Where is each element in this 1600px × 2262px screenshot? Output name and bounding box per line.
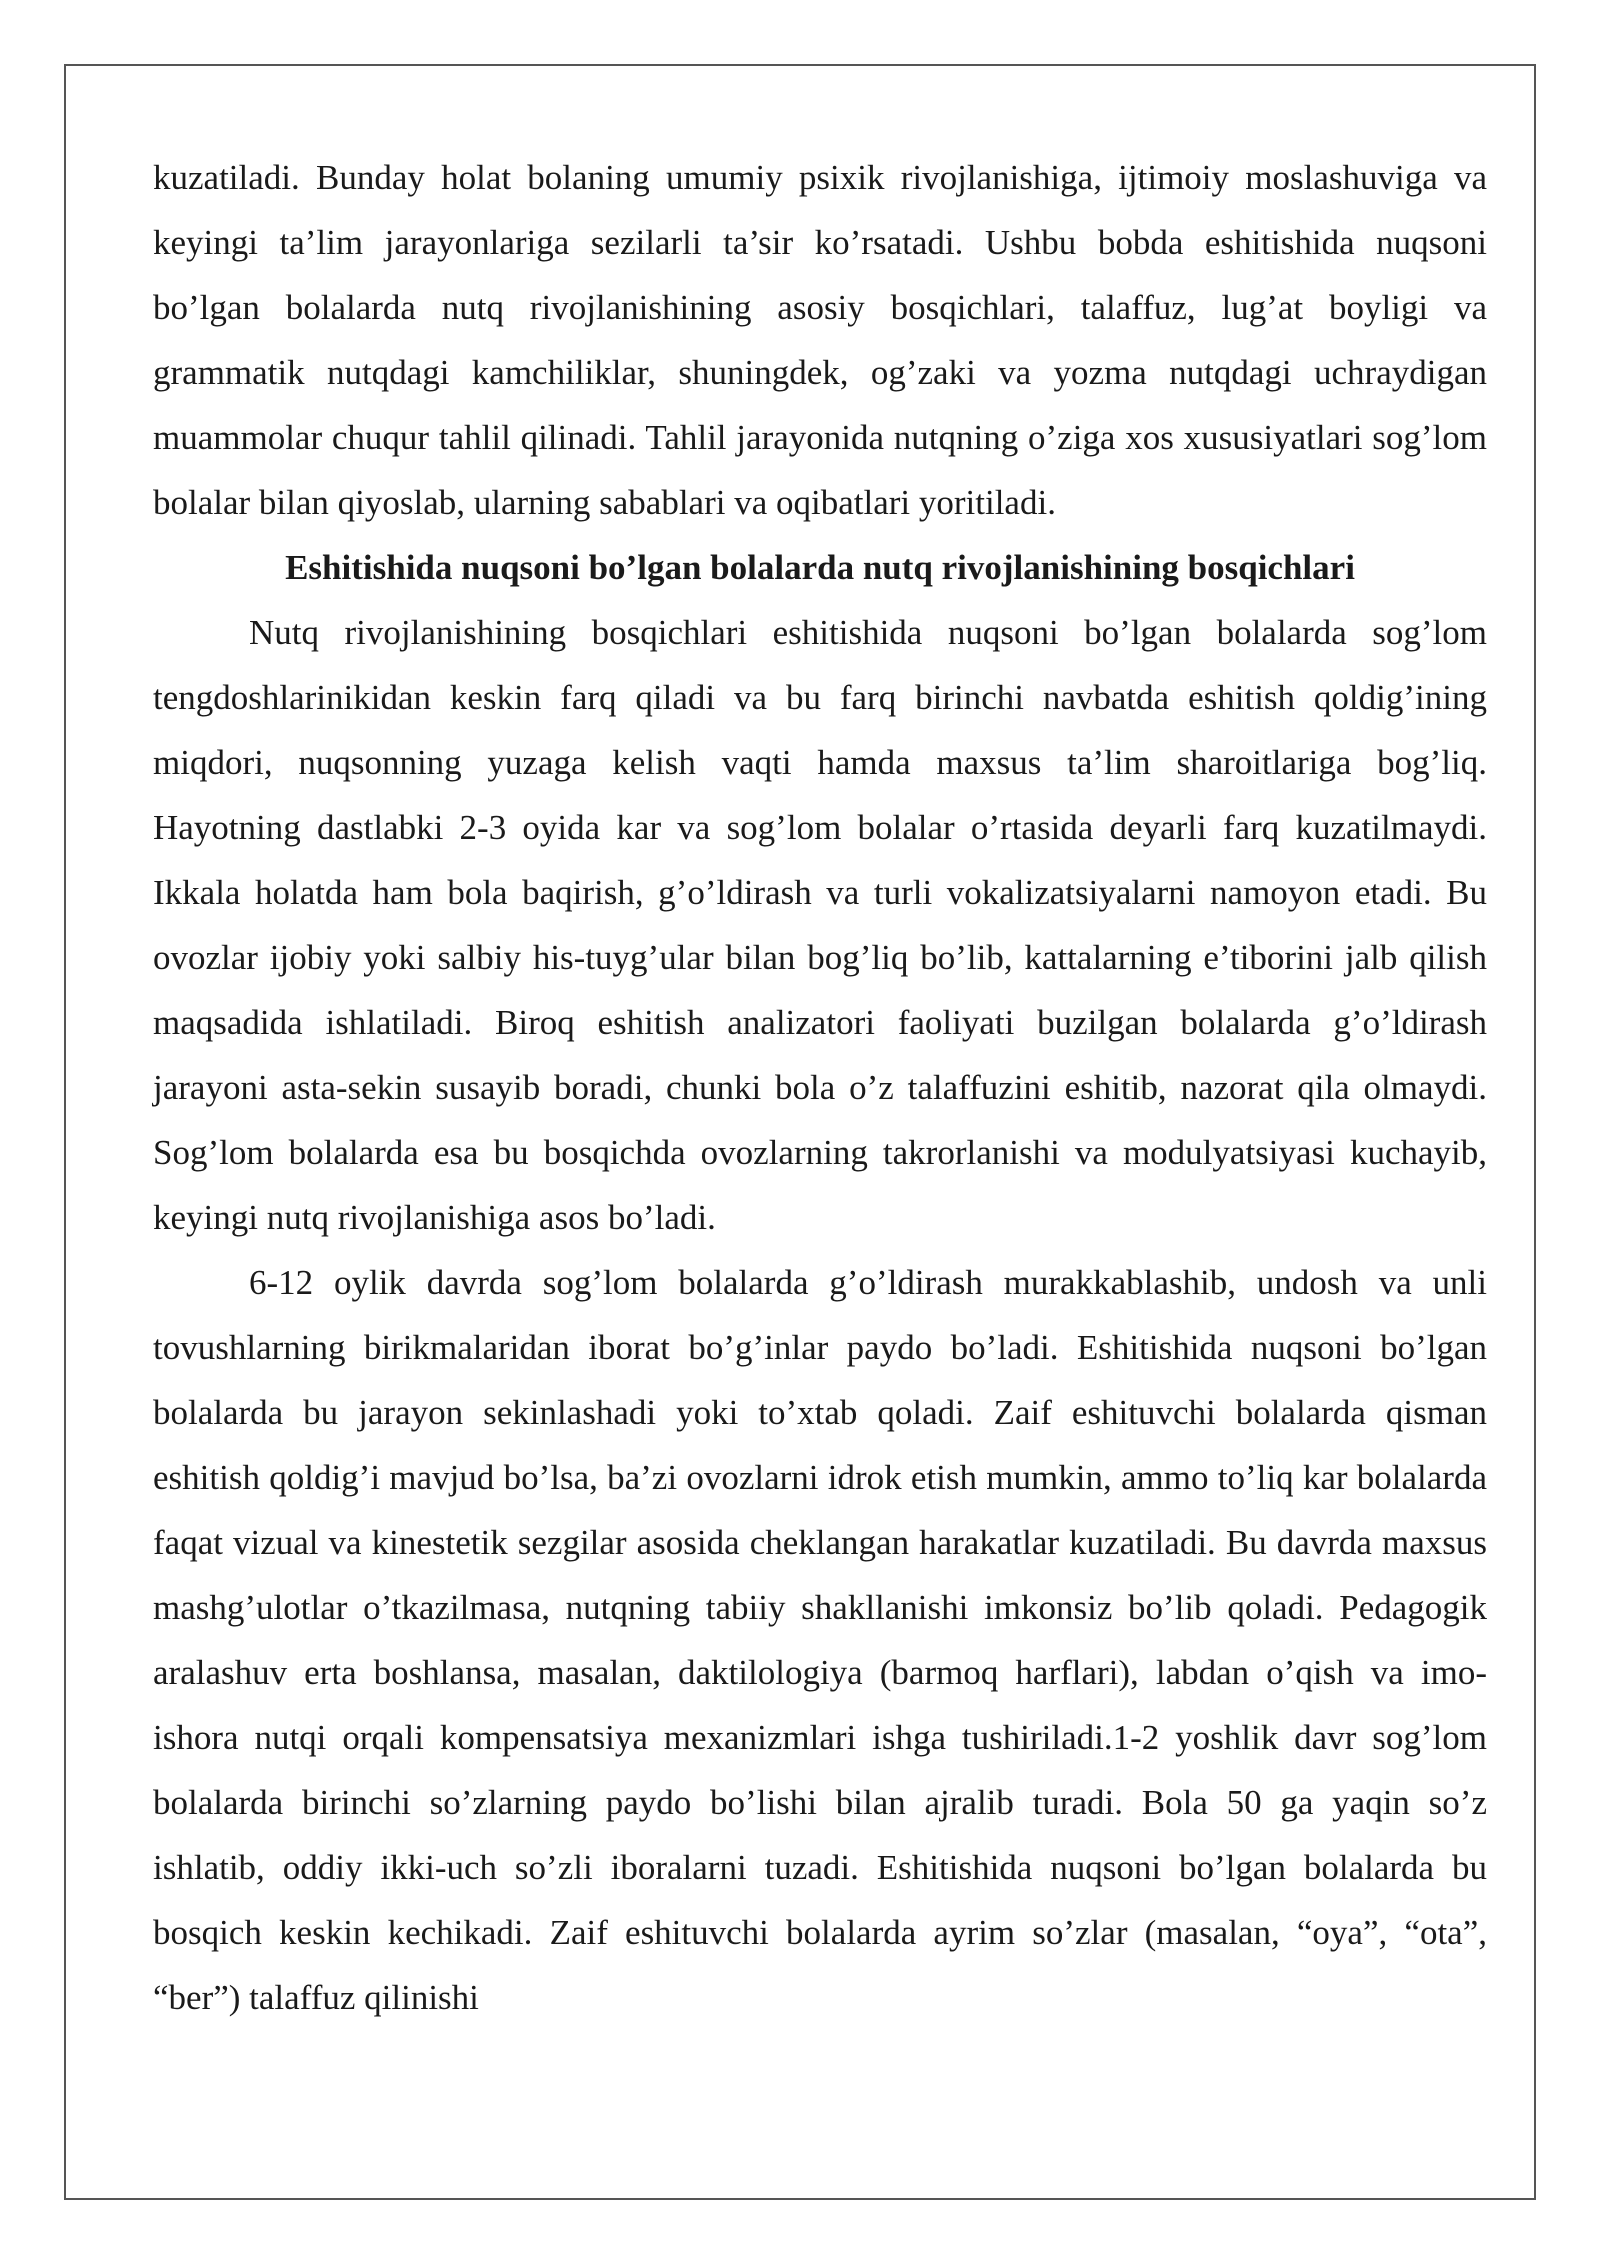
section-heading: Eshitishida nuqsoni bo’lgan bolalarda nutq rivojlanishining bosqichlari (285, 548, 1355, 587)
paragraph-6-12-months: 6-12 oylik davrda sog’lom bolalarda g’o’ldirash murakkablashib, undosh va unli tovushlarning birikmalaridan iborat bo’g’inlar paydo bo’ladi. Eshitishida nuqsoni bo’lgan bolalarda bu jarayon sekinlashadi yoki to’xtab qoladi. Zaif eshituvchi bolalarda qisman eshitish qoldig’i mavjud bo’lsa, ba’zi ovozlarni idrok etish mumkin, ammo to’liq kar bolalarda faqat vizual va kinestetik sezgilar asosida cheklangan harakatlar kuzatiladi. Bu davrda maxsus mashg’ulotlar o’tkazilmasa, nutqning tabiiy shakllanishi imkonsiz bo’lib qoladi. Pedagogik aralashuv erta boshlansa, masalan, daktilologiya (barmoq harflari), labdan o’qish va imo-ishora nutqi orqali kompensatsiya mexanizmlari ishga tushiriladi.1-2 yoshlik davr sog’lom bolalarda birinchi so’zlarning paydo bo’lishi bilan ajralib turadi. Bola 50 ga yaqin so’z ishlatib, oddiy ikki-uch so’zli iboralarni tuzadi. Eshitishida nuqsoni bo’lgan bolalarda bu bosqich keskin kechikadi. Zaif eshituvchi bolalarda ayrim so’zlar (masalan, “oya”, “ota”, “ber”) talaffuz qilinishi (153, 1263, 1487, 2017)
paragraph-speech-stages: Nutq rivojlanishining bosqichlari eshitishida nuqsoni bo’lgan bolalarda sog’lom tengdoshlarinikidan keskin farq qiladi va bu farq birinchi navbatda eshitish qoldig’ining miqdori, nuqsonning yuzaga kelish vaqti hamda maxsus ta’lim sharoitlariga bog’liq. Hayotning dastlabki 2-3 oyida kar va sog’lom bolalar o’rtasida deyarli farq kuzatilmaydi. Ikkala holatda ham bola baqirish, g’o’ldirash va turli vokalizatsiyalarni namoyon etadi. Bu ovozlar ijobiy yoki salbiy his-tuyg’ular bilan bog’liq bo’lib, kattalarning e’tiborini jalb qilish maqsadida ishlatiladi. Biroq eshitish analizatori faoliyati buzilgan bolalarda g’o’ldirash jarayoni asta-sekin susayib boradi, chunki bola o’z talaffuzini eshitib, nazorat qila olmaydi. Sog’lom bolalarda esa bu bosqichda ovozlarning takrorlanishi va modulyatsiyasi kuchayib, keyingi nutq rivojlanishiga asos bo’ladi. (153, 613, 1487, 1237)
paragraph-intro-continuation: kuzatiladi. Bunday holat bolaning umumiy psixik rivojlanishiga, ijtimoiy moslashuviga va keyingi ta’lim jarayonlariga sezilarli ta’sir ko’rsatadi. Ushbu bobda eshitishida nuqsoni bo’lgan bolalarda nutq rivojlanishining asosiy bosqichlari, talaffuz, lug’at boyligi va grammatik nutqdagi kamchiliklar, shuningdek, og’zaki va yozma nutqdagi uchraydigan muammolar chuqur tahlil qilinadi. Tahlil jarayonida nutqning o’ziga xos xususiyatlari sog’lom bolalar bilan qiyoslab, ularning sabablari va oqibatlari yoritiladi. (153, 158, 1487, 522)
document-body (153, 145, 1487, 2030)
